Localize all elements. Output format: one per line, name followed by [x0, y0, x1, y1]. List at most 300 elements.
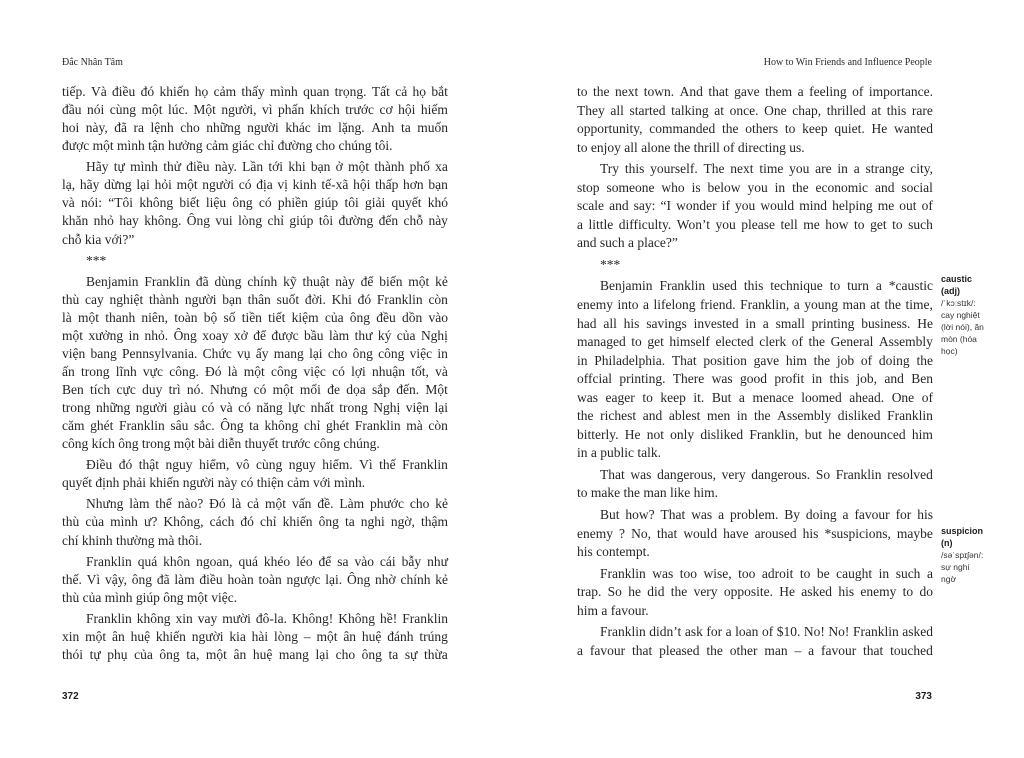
word: hiếm — [420, 102, 448, 118]
text-line — [577, 370, 933, 389]
word: There — [672, 371, 705, 387]
paragraph — [62, 273, 448, 454]
word: the — [670, 584, 688, 600]
word: But — [711, 389, 732, 405]
word: doing — [878, 352, 910, 368]
word: có — [238, 400, 251, 416]
running-head-original-title: How to Win Friends and Influence People — [763, 57, 932, 68]
word: tiết — [268, 309, 286, 325]
word: he — [628, 584, 641, 600]
word: ta — [400, 120, 411, 136]
word: was — [577, 389, 598, 405]
word: Chức — [202, 345, 232, 361]
word: him — [785, 352, 807, 368]
text-line — [577, 179, 933, 198]
word: chính — [400, 571, 431, 587]
word: sâu — [170, 418, 189, 434]
text-line — [577, 426, 933, 445]
word: technique — [770, 278, 823, 294]
word: favour — [589, 642, 626, 658]
word: ablest — [668, 408, 701, 424]
word: of — [921, 389, 933, 405]
word: chỉ — [259, 514, 277, 530]
word: xa — [435, 159, 448, 175]
word: Philadelphia. — [594, 352, 666, 368]
word: in — [811, 371, 823, 387]
word: chỗ — [403, 213, 424, 229]
word: eager — [605, 389, 635, 405]
word: friend. — [700, 297, 736, 313]
word: denounced — [847, 426, 906, 442]
word: cả — [247, 496, 260, 512]
word: out — [899, 198, 917, 214]
word: đề. — [317, 496, 334, 512]
word: of — [791, 334, 803, 350]
text-line — [62, 345, 448, 363]
word: No, — [631, 525, 651, 541]
word: how? — [625, 507, 655, 523]
word: trọng. — [334, 84, 367, 99]
word: hài — [251, 628, 269, 644]
word: Làm — [339, 496, 365, 512]
word: muốn — [417, 120, 448, 136]
word: thấp — [375, 177, 399, 193]
word: invested — [693, 315, 739, 331]
word: họ — [412, 84, 427, 99]
word: he — [828, 426, 841, 442]
word: kẻ — [435, 273, 448, 289]
word: thù — [62, 291, 80, 307]
word: họ — [194, 84, 209, 99]
text-line: quyết định phải khiến người này có thiện cảm với mình. — [62, 475, 366, 491]
word: có — [258, 195, 272, 211]
word: at — [870, 297, 880, 313]
word: Ông — [186, 213, 210, 229]
word: and — [609, 198, 629, 214]
word: lực — [288, 400, 306, 416]
word: hoi — [62, 120, 80, 136]
word: strange — [865, 161, 905, 177]
word: điều — [186, 159, 210, 175]
word: at — [871, 102, 882, 118]
word: little — [588, 216, 614, 232]
word: did — [647, 584, 665, 600]
word: biết — [179, 195, 200, 211]
text-line: to make the man like him. — [577, 485, 718, 501]
word: a — [797, 84, 804, 99]
word: his — [802, 525, 819, 541]
word: wanted — [893, 121, 933, 137]
text-line — [62, 646, 448, 664]
word: kỹ — [283, 273, 297, 289]
word: dọa — [346, 382, 366, 397]
word: a — [762, 315, 769, 331]
word: của — [396, 327, 416, 343]
word: một — [205, 646, 227, 662]
word: mà — [406, 418, 423, 434]
word: *caustic — [888, 278, 933, 294]
word: hội — [398, 102, 416, 118]
word: vực — [142, 363, 163, 379]
word: all — [610, 102, 624, 118]
word: of — [921, 198, 933, 214]
word: men — [707, 408, 731, 424]
word: mình — [130, 159, 158, 175]
word: người — [135, 400, 168, 416]
word: lúc. — [168, 102, 188, 118]
word: ân — [233, 646, 247, 662]
word: một — [62, 327, 84, 343]
word: ngược — [286, 571, 321, 587]
word: of — [852, 84, 864, 99]
paragraph — [577, 623, 933, 660]
word: to — [642, 389, 653, 405]
word: Franklin — [376, 291, 423, 307]
word: ông — [159, 646, 180, 662]
word: Đó — [205, 363, 222, 379]
word: and — [874, 179, 895, 195]
running-head-book-title: Đắc Nhân Tâm — [62, 57, 123, 68]
word: thành — [374, 159, 405, 175]
word: Tất — [371, 84, 390, 99]
text-line — [577, 216, 933, 235]
word: a — [577, 216, 583, 232]
word: một — [265, 496, 287, 512]
word: is — [691, 179, 701, 195]
word: gave — [734, 84, 760, 99]
word: Franklin — [402, 457, 448, 473]
word: để — [360, 273, 374, 289]
word: thừa — [423, 646, 448, 662]
paragraph — [62, 495, 448, 549]
word: dừng — [104, 177, 132, 193]
word: một — [85, 628, 107, 644]
word: ghét — [326, 418, 350, 434]
word: trước — [345, 102, 374, 118]
text-line — [62, 212, 448, 230]
word: đánh — [387, 628, 414, 644]
word: có — [253, 382, 267, 397]
glossary-part-of-speech: (adj) — [941, 286, 960, 296]
word: một — [141, 102, 163, 118]
word: cho — [180, 120, 200, 136]
word: helping — [832, 198, 873, 214]
word: stop — [577, 179, 600, 195]
word: thrilled — [826, 102, 866, 118]
word: tốt, — [411, 363, 429, 379]
word: Nhưng — [86, 496, 124, 512]
word: viện — [405, 400, 429, 416]
word: doing — [805, 507, 837, 523]
word: Franklin — [354, 418, 401, 434]
word: enemy — [577, 525, 613, 541]
word: was — [630, 466, 652, 482]
text-line — [577, 315, 933, 334]
word: very — [721, 466, 746, 482]
word: time, — [905, 297, 933, 313]
word: wise, — [703, 565, 732, 581]
word: to — [829, 278, 841, 294]
word: get — [647, 334, 664, 350]
word: hiểm, — [199, 457, 230, 473]
word: một — [176, 177, 198, 193]
word: to — [854, 216, 865, 232]
word: By — [784, 507, 800, 523]
word: caught — [836, 565, 873, 581]
word: the — [884, 297, 901, 313]
word: disliked — [837, 408, 881, 424]
text-line — [577, 296, 933, 315]
word: mind — [799, 198, 827, 214]
word: Không, — [163, 514, 204, 530]
word: nhỏ — [93, 213, 114, 229]
word: ahead. — [849, 389, 885, 405]
text-line — [577, 583, 933, 602]
word: ở — [335, 159, 343, 175]
word: một — [348, 159, 370, 175]
text-line — [62, 381, 448, 399]
word: the — [721, 121, 739, 137]
text-line — [62, 327, 448, 345]
word: khiến — [282, 514, 313, 530]
word: the — [706, 642, 723, 658]
word: that — [708, 84, 729, 99]
word: niên, — [141, 309, 169, 325]
word: cái — [379, 553, 396, 569]
word: viện — [62, 345, 86, 361]
word: lạ, — [62, 177, 76, 193]
word: resolved — [887, 466, 933, 482]
word: a — [842, 507, 849, 523]
word: good — [739, 371, 767, 387]
word: hội — [353, 177, 371, 193]
word: the — [792, 179, 809, 195]
word: Benjamin — [600, 278, 653, 294]
word: sự — [404, 646, 418, 662]
word: vậy, — [104, 571, 127, 587]
word: gave — [753, 352, 780, 368]
word: đó — [240, 514, 254, 530]
text-line — [577, 352, 933, 371]
word: offcial — [577, 371, 612, 387]
word: So — [815, 466, 831, 482]
word: công — [378, 345, 405, 361]
word: cay — [85, 291, 104, 307]
word: thế — [155, 496, 172, 512]
paragraph — [62, 610, 448, 664]
word: in — [577, 352, 588, 368]
paragraph — [577, 83, 933, 157]
word: bạn — [222, 291, 242, 307]
word: Không! — [292, 610, 334, 626]
word: hãy — [79, 177, 100, 193]
word: cùng — [255, 457, 283, 473]
word: đô-la. — [255, 610, 288, 626]
word: you — [789, 161, 810, 177]
word: khi — [288, 159, 306, 175]
word: khích — [309, 102, 340, 118]
word: who — [661, 179, 685, 195]
word: No! — [803, 624, 825, 640]
word: Benjamin — [86, 273, 139, 289]
word: cho — [335, 646, 356, 662]
word: that — [631, 642, 653, 658]
word: tự — [89, 646, 101, 662]
word: huệ — [130, 628, 151, 644]
word: quyết — [391, 195, 422, 211]
word: keep — [660, 389, 686, 405]
word: too — [738, 565, 756, 581]
word: for — [895, 507, 912, 523]
word: loomed — [801, 389, 842, 405]
page-right — [512, 0, 1024, 758]
word: The — [703, 161, 725, 177]
word: to — [902, 584, 914, 600]
word: below — [707, 179, 741, 195]
word: Franklin — [144, 273, 191, 289]
word: việc — [303, 363, 326, 379]
word: phiền — [277, 195, 308, 211]
word: léo — [296, 553, 313, 569]
word: trì — [168, 382, 181, 397]
word: Đó — [209, 496, 226, 512]
word: keep — [802, 121, 828, 137]
word: chap, — [792, 102, 822, 118]
word: printing — [811, 315, 855, 331]
text-line — [577, 120, 933, 139]
word: dùng — [214, 273, 242, 289]
word: He — [871, 121, 888, 137]
word: chính — [247, 273, 278, 289]
word: này, — [85, 120, 108, 136]
word: Ben — [911, 371, 933, 387]
text-line — [62, 553, 448, 571]
word: toàn — [258, 571, 282, 587]
word: only — [670, 426, 695, 442]
word: giúp — [314, 195, 339, 211]
word: One — [891, 389, 915, 405]
word: time — [759, 161, 784, 177]
word: có — [238, 177, 252, 193]
word: Franklin — [600, 565, 646, 581]
text-line — [62, 309, 448, 327]
word: của — [85, 514, 105, 530]
word: the — [813, 352, 831, 368]
word: nhuận — [371, 363, 405, 379]
word: please — [741, 216, 775, 232]
word: a — [577, 642, 583, 658]
word: giàu — [172, 400, 197, 416]
glossary-term: suspicion — [941, 526, 984, 536]
word: lại — [315, 646, 329, 662]
paragraph — [577, 160, 933, 253]
word: không — [139, 195, 174, 211]
word: lại — [434, 400, 448, 416]
word: business. — [861, 315, 911, 331]
word: địa — [256, 177, 273, 193]
word: mình — [270, 84, 298, 99]
word: đó — [357, 291, 372, 307]
word: very — [693, 584, 718, 600]
text-line — [62, 628, 448, 646]
text-line — [62, 417, 448, 435]
word: để — [253, 327, 266, 343]
word: mười — [222, 610, 251, 626]
word: lòng — [274, 628, 299, 644]
word: turn — [847, 278, 869, 294]
word: richest — [600, 408, 637, 424]
word: Franklin — [659, 278, 706, 294]
word: Lần — [242, 159, 264, 175]
word: his — [623, 315, 640, 331]
word: hơn — [403, 177, 424, 193]
paragraph — [62, 553, 448, 607]
word: Nghị — [420, 327, 448, 343]
word: khéo — [263, 553, 291, 569]
text-line: chí khinh thường mà thôi. — [62, 532, 203, 548]
word: man — [764, 642, 788, 658]
word: thật — [138, 457, 160, 473]
text-line — [62, 456, 448, 474]
word: this — [886, 102, 907, 118]
word: – — [794, 642, 802, 658]
word: ta — [388, 646, 399, 662]
word: One — [764, 102, 787, 118]
glossary-entry — [941, 273, 1023, 357]
glossary-meaning-line: học) — [941, 346, 958, 356]
word: in — [878, 565, 890, 581]
word: – — [303, 628, 311, 644]
word: này — [428, 213, 448, 229]
word: nghi — [360, 514, 385, 530]
word: là — [231, 496, 242, 512]
word: job — [836, 352, 855, 368]
paragraph — [577, 277, 933, 462]
word: ta — [249, 418, 259, 434]
word: yourself. — [650, 161, 698, 177]
word: “Tôi — [108, 195, 134, 211]
word: city, — [910, 161, 933, 177]
word: ký — [377, 327, 392, 343]
word: to — [784, 121, 796, 137]
word: me — [803, 216, 820, 232]
word: young — [804, 297, 838, 313]
word: the — [593, 84, 610, 99]
word: feeling — [809, 84, 847, 99]
word: mang — [278, 646, 309, 662]
word: him — [911, 426, 933, 442]
word: you — [735, 198, 756, 214]
word: a — [643, 297, 650, 313]
word: một — [243, 363, 265, 379]
word: the — [808, 334, 826, 350]
word: lại — [309, 345, 323, 361]
word: it. — [693, 389, 705, 405]
word: hay — [119, 213, 139, 229]
word: you — [715, 216, 736, 232]
word: maybe — [896, 525, 933, 541]
word: khôn — [163, 553, 191, 569]
glossary-meaning-line: sự nghi — [941, 562, 970, 572]
word: kinh — [292, 177, 317, 193]
word: thành — [149, 291, 180, 307]
word: himself — [669, 334, 710, 350]
word: có — [332, 363, 345, 379]
text-line — [62, 194, 448, 212]
word: enemy — [860, 584, 897, 600]
word: huệ — [252, 646, 273, 662]
word: would — [683, 525, 718, 541]
